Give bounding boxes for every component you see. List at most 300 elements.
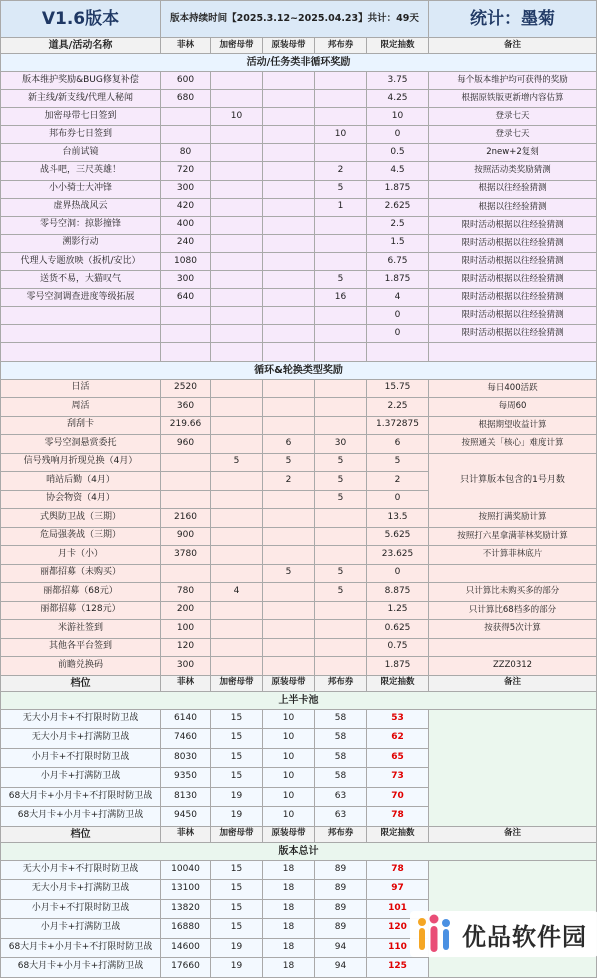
pulls-total-cell: 110 — [367, 938, 429, 958]
pulls-cell: 23.625 — [367, 546, 429, 565]
pulls-total-cell: 101 — [367, 899, 429, 919]
film-cell: 2160 — [161, 509, 211, 528]
encrypted-tape-cell: 19 — [211, 938, 263, 958]
encrypted-tape-cell — [211, 216, 263, 234]
bangboo-ticket-cell: 30 — [315, 435, 367, 454]
original-tape-cell — [263, 601, 315, 620]
bangboo-ticket-cell: 5 — [315, 453, 367, 472]
gear-name-cell: 小月卡+不打限时防卫战 — [1, 748, 161, 768]
gear-name-cell: 小月卡+不打限时防卫战 — [1, 899, 161, 919]
original-tape-cell — [263, 162, 315, 180]
item-name-cell: 丽都招募（未购买） — [1, 564, 161, 583]
item-name-cell — [1, 307, 161, 325]
encrypted-tape-cell — [211, 398, 263, 417]
item-name-cell: 战斗吧，三尺英雄！ — [1, 162, 161, 180]
item-name-cell — [1, 343, 161, 361]
gear-name-cell: 小月卡+打满防卫战 — [1, 768, 161, 788]
pulls-total-cell: 70 — [367, 787, 429, 807]
bangboo-ticket-cell: 94 — [315, 938, 367, 958]
encrypted-tape-cell — [211, 72, 263, 90]
activity-row — [1, 180, 597, 198]
encrypted-tape-cell: 4 — [211, 583, 263, 602]
pulls-total-cell: 65 — [367, 748, 429, 768]
original-tape-cell — [263, 325, 315, 343]
section-title: 循环&轮换类型奖励 — [1, 361, 597, 379]
item-name-cell: 协会物资（4月） — [1, 490, 161, 509]
bangboo-ticket-cell: 89 — [315, 880, 367, 900]
note-cell: 按照活动类奖励猜测 — [429, 162, 597, 180]
bangboo-ticket-cell — [315, 546, 367, 565]
gear-header-row — [1, 826, 597, 842]
bangboo-ticket-cell — [315, 620, 367, 639]
original-tape-cell — [263, 490, 315, 509]
item-name-cell: 虚界热战风云 — [1, 198, 161, 216]
film-cell: 100 — [161, 620, 211, 639]
pulls-cell: 0.5 — [367, 144, 429, 162]
original-tape-cell: 5 — [263, 564, 315, 583]
gear-name-cell: 68大月卡+小月卡+打满防卫战 — [1, 958, 161, 978]
original-tape-cell: 18 — [263, 919, 315, 939]
cycle-row — [1, 527, 597, 546]
col-header: 原装母带 — [263, 826, 315, 842]
film-cell — [161, 343, 211, 361]
film-cell: 80 — [161, 144, 211, 162]
film-cell: 120 — [161, 638, 211, 657]
bangboo-ticket-cell — [315, 216, 367, 234]
activity-row — [1, 162, 597, 180]
film-cell — [161, 307, 211, 325]
film-cell: 360 — [161, 398, 211, 417]
pulls-total-cell: 125 — [367, 958, 429, 978]
pulls-cell: 1.875 — [367, 657, 429, 676]
film-cell — [161, 490, 211, 509]
original-tape-cell: 5 — [263, 453, 315, 472]
pulls-cell: 1.25 — [367, 601, 429, 620]
film-cell — [161, 325, 211, 343]
original-tape-cell — [263, 546, 315, 565]
pulls-cell: 2 — [367, 472, 429, 491]
bangboo-ticket-cell — [315, 509, 367, 528]
bangboo-ticket-cell — [315, 90, 367, 108]
film-cell: 200 — [161, 601, 211, 620]
item-name-cell: 其他各平台签到 — [1, 638, 161, 657]
film-cell: 420 — [161, 198, 211, 216]
merged-note-cell: 只计算版本包含的1号月数 — [429, 453, 597, 509]
bangboo-ticket-cell: 89 — [315, 860, 367, 880]
item-name-cell: 送货不易，大猫叹气 — [1, 271, 161, 289]
item-name-cell: 刮刮卡 — [1, 416, 161, 435]
film-cell — [161, 126, 211, 144]
pulls-cell: 5.625 — [367, 527, 429, 546]
bangboo-ticket-cell — [315, 416, 367, 435]
section-row — [1, 842, 597, 860]
item-name-cell: 版本维护奖励&BUG修复补偿 — [1, 72, 161, 90]
encrypted-tape-cell: 10 — [211, 108, 263, 126]
cycle-row — [1, 546, 597, 565]
col-header: 档位 — [1, 675, 161, 691]
film-cell — [161, 564, 211, 583]
section-row — [1, 691, 597, 709]
pulls-cell: 0 — [367, 564, 429, 583]
cycle-row — [1, 620, 597, 639]
original-tape-cell: 18 — [263, 880, 315, 900]
item-name-cell: 周活 — [1, 398, 161, 417]
gear-name-cell: 68大月卡+小月卡+打满防卫战 — [1, 807, 161, 827]
original-tape-cell: 10 — [263, 807, 315, 827]
note-cell: 只计算比68档多的部分 — [429, 601, 597, 620]
note-cell: 限时活动根据以往经验猜测 — [429, 271, 597, 289]
encrypted-tape-cell — [211, 252, 263, 270]
gear-row — [1, 860, 597, 880]
encrypted-tape-cell — [211, 546, 263, 565]
cycle-row — [1, 416, 597, 435]
bangboo-ticket-cell — [315, 398, 367, 417]
cycle-row — [1, 509, 597, 528]
original-tape-cell: 2 — [263, 472, 315, 491]
watermark-text: 优品软件园 — [462, 922, 587, 951]
note-cell: 根据以往经验猜测 — [429, 180, 597, 198]
film-cell: 300 — [161, 657, 211, 676]
encrypted-tape-cell — [211, 638, 263, 657]
bangboo-ticket-cell — [315, 144, 367, 162]
film-cell: 900 — [161, 527, 211, 546]
pulls-total-cell: 73 — [367, 768, 429, 788]
pulls-total-cell: 53 — [367, 709, 429, 729]
pulls-total-cell: 78 — [367, 860, 429, 880]
original-tape-cell — [263, 289, 315, 307]
bangboo-ticket-cell — [315, 527, 367, 546]
original-tape-cell — [263, 307, 315, 325]
section-title: 版本总计 — [1, 842, 597, 860]
pulls-cell: 0 — [367, 126, 429, 144]
original-tape-cell: 18 — [263, 958, 315, 978]
encrypted-tape-cell — [211, 490, 263, 509]
note-cell: 每个版本维护均可获得的奖励 — [429, 72, 597, 90]
original-tape-cell: 18 — [263, 899, 315, 919]
cycle-row — [1, 435, 597, 454]
encrypted-tape-cell: 15 — [211, 768, 263, 788]
film-cell: 680 — [161, 90, 211, 108]
pulls-total-cell: 97 — [367, 880, 429, 900]
bangboo-ticket-cell — [315, 307, 367, 325]
cycle-row — [1, 564, 597, 583]
item-name-cell: 零号空洞：掠影撞锋 — [1, 216, 161, 234]
encrypted-tape-cell — [211, 307, 263, 325]
cycle-row — [1, 657, 597, 676]
note-cell: 限时活动根据以往经验猜测 — [429, 216, 597, 234]
item-name-cell: 米游社签到 — [1, 620, 161, 639]
version-title: V1.6版本 — [1, 1, 161, 38]
original-tape-cell: 6 — [263, 435, 315, 454]
encrypted-tape-cell: 5 — [211, 453, 263, 472]
film-cell: 9350 — [161, 768, 211, 788]
pulls-cell: 1.875 — [367, 271, 429, 289]
bangboo-ticket-cell: 10 — [315, 126, 367, 144]
film-cell: 300 — [161, 180, 211, 198]
item-name-cell: 代理人专题放映（扳机/安比） — [1, 252, 161, 270]
film-cell: 600 — [161, 72, 211, 90]
film-cell: 13100 — [161, 880, 211, 900]
bangboo-ticket-cell — [315, 379, 367, 398]
bangboo-ticket-cell — [315, 108, 367, 126]
section-title: 活动/任务类非循环奖励 — [1, 54, 597, 72]
original-tape-cell — [263, 234, 315, 252]
encrypted-tape-cell — [211, 620, 263, 639]
film-cell: 780 — [161, 583, 211, 602]
encrypted-tape-cell — [211, 509, 263, 528]
original-tape-cell — [263, 216, 315, 234]
original-tape-cell — [263, 398, 315, 417]
col-header: 原装母带 — [263, 38, 315, 54]
col-header: 加密母带 — [211, 675, 263, 691]
film-cell: 6140 — [161, 709, 211, 729]
original-tape-cell — [263, 620, 315, 639]
encrypted-tape-cell — [211, 162, 263, 180]
gear-name-cell: 68大月卡+小月卡+不打限时防卫战 — [1, 938, 161, 958]
pulls-cell: 3.75 — [367, 72, 429, 90]
pulls-cell: 2.5 — [367, 216, 429, 234]
activity-row — [1, 72, 597, 90]
item-name-cell: 新主线/新支线/代理人秘闻 — [1, 90, 161, 108]
bangboo-ticket-cell: 1 — [315, 198, 367, 216]
original-tape-cell — [263, 527, 315, 546]
pulls-cell: 0 — [367, 490, 429, 509]
pulls-cell: 4.25 — [367, 90, 429, 108]
item-name-cell: 邦布券七日签到 — [1, 126, 161, 144]
film-cell: 960 — [161, 435, 211, 454]
gear-name-cell: 无大小月卡+打满防卫战 — [1, 729, 161, 749]
original-tape-cell — [263, 180, 315, 198]
original-tape-cell: 18 — [263, 938, 315, 958]
film-cell: 720 — [161, 162, 211, 180]
encrypted-tape-cell — [211, 435, 263, 454]
pulls-cell — [367, 343, 429, 361]
bangboo-ticket-cell — [315, 343, 367, 361]
note-cell — [429, 709, 597, 826]
encrypted-tape-cell — [211, 564, 263, 583]
encrypted-tape-cell — [211, 289, 263, 307]
film-cell: 3780 — [161, 546, 211, 565]
encrypted-tape-cell — [211, 126, 263, 144]
encrypted-tape-cell: 19 — [211, 787, 263, 807]
activity-row — [1, 234, 597, 252]
col-header: 菲林 — [161, 826, 211, 842]
encrypted-tape-cell: 15 — [211, 860, 263, 880]
original-tape-cell — [263, 509, 315, 528]
film-cell: 2520 — [161, 379, 211, 398]
pulls-cell: 0.625 — [367, 620, 429, 639]
col-header: 限定抽数 — [367, 675, 429, 691]
activity-row — [1, 271, 597, 289]
col-header: 档位 — [1, 826, 161, 842]
item-name-cell: 丽都招募（128元） — [1, 601, 161, 620]
pulls-cell: 4.5 — [367, 162, 429, 180]
encrypted-tape-cell: 19 — [211, 958, 263, 978]
original-tape-cell — [263, 416, 315, 435]
original-tape-cell — [263, 379, 315, 398]
pulls-cell: 1.372875 — [367, 416, 429, 435]
original-tape-cell — [263, 252, 315, 270]
people-logo-icon — [414, 913, 456, 955]
item-name-cell: 危局强袭战（三期） — [1, 527, 161, 546]
bangboo-ticket-cell: 5 — [315, 490, 367, 509]
item-name-cell: 前瞻兑换码 — [1, 657, 161, 676]
encrypted-tape-cell — [211, 379, 263, 398]
watermark — [410, 911, 598, 957]
cycle-row — [1, 379, 597, 398]
item-name-cell: 台前试镜 — [1, 144, 161, 162]
gear-name-cell: 无大小月卡+不打限时防卫战 — [1, 709, 161, 729]
note-cell: 限时活动根据以往经验猜测 — [429, 325, 597, 343]
section-row — [1, 54, 597, 72]
pulls-cell: 10 — [367, 108, 429, 126]
item-name-cell: 零号空洞调查进度等级拓展 — [1, 289, 161, 307]
note-cell: 根据原铁版更新增内容估算 — [429, 90, 597, 108]
col-header: 原装母带 — [263, 675, 315, 691]
note-cell: 根据以往经验猜测 — [429, 198, 597, 216]
note-cell: 不计算菲林底片 — [429, 546, 597, 565]
col-header: 限定抽数 — [367, 38, 429, 54]
section-row — [1, 361, 597, 379]
bangboo-ticket-cell — [315, 325, 367, 343]
col-header: 加密母带 — [211, 38, 263, 54]
pulls-cell: 2.25 — [367, 398, 429, 417]
col-header: 备注 — [429, 38, 597, 54]
pulls-total-cell: 78 — [367, 807, 429, 827]
encrypted-tape-cell — [211, 472, 263, 491]
bangboo-ticket-cell: 5 — [315, 564, 367, 583]
original-tape-cell: 10 — [263, 709, 315, 729]
pulls-cell: 5 — [367, 453, 429, 472]
original-tape-cell — [263, 657, 315, 676]
pulls-cell: 6 — [367, 435, 429, 454]
encrypted-tape-cell: 15 — [211, 748, 263, 768]
bangboo-ticket-cell: 5 — [315, 180, 367, 198]
pulls-cell: 1.5 — [367, 234, 429, 252]
pulls-cell: 13.5 — [367, 509, 429, 528]
bangboo-ticket-cell: 16 — [315, 289, 367, 307]
pulls-cell: 6.75 — [367, 252, 429, 270]
bangboo-ticket-cell — [315, 72, 367, 90]
film-cell — [161, 472, 211, 491]
col-header: 备注 — [429, 826, 597, 842]
bangboo-ticket-cell — [315, 657, 367, 676]
original-tape-cell — [263, 638, 315, 657]
cycle-row — [1, 583, 597, 602]
bangboo-ticket-cell: 5 — [315, 271, 367, 289]
film-cell: 1080 — [161, 252, 211, 270]
encrypted-tape-cell — [211, 271, 263, 289]
cycle-row — [1, 398, 597, 417]
bangboo-ticket-cell — [315, 638, 367, 657]
original-tape-cell — [263, 90, 315, 108]
note-cell: 限时活动根据以往经验猜测 — [429, 289, 597, 307]
note-cell: 按照打六星拿满菲林奖励计算 — [429, 527, 597, 546]
stat-author: 统计：墨菊 — [429, 1, 597, 38]
note-cell: 按获得5次计算 — [429, 620, 597, 639]
film-cell: 13820 — [161, 899, 211, 919]
item-name-cell: 日活 — [1, 379, 161, 398]
film-cell: 240 — [161, 234, 211, 252]
note-cell: 登录七天 — [429, 108, 597, 126]
encrypted-tape-cell — [211, 90, 263, 108]
pulls-cell: 1.875 — [367, 180, 429, 198]
note-cell — [429, 564, 597, 583]
activity-row — [1, 126, 597, 144]
item-name-cell: 小小骑士大冲锋 — [1, 180, 161, 198]
original-tape-cell — [263, 583, 315, 602]
pulls-cell: 0 — [367, 325, 429, 343]
film-cell: 640 — [161, 289, 211, 307]
activity-row — [1, 216, 597, 234]
original-tape-cell: 10 — [263, 787, 315, 807]
film-cell: 8130 — [161, 787, 211, 807]
bangboo-ticket-cell: 63 — [315, 787, 367, 807]
film-cell: 7460 — [161, 729, 211, 749]
encrypted-tape-cell — [211, 180, 263, 198]
gear-row — [1, 709, 597, 729]
col-header: 菲林 — [161, 38, 211, 54]
gear-name-cell: 68大月卡+小月卡+不打限时防卫战 — [1, 787, 161, 807]
bangboo-ticket-cell — [315, 601, 367, 620]
film-cell: 8030 — [161, 748, 211, 768]
note-cell — [429, 343, 597, 361]
pulls-total-cell: 120 — [367, 919, 429, 939]
film-cell: 10040 — [161, 860, 211, 880]
bangboo-ticket-cell: 58 — [315, 729, 367, 749]
item-name-cell: 溯影行动 — [1, 234, 161, 252]
original-tape-cell — [263, 343, 315, 361]
activity-row — [1, 108, 597, 126]
film-cell: 219.66 — [161, 416, 211, 435]
bangboo-ticket-cell: 89 — [315, 899, 367, 919]
original-tape-cell: 10 — [263, 748, 315, 768]
cycle-row — [1, 453, 597, 472]
note-cell: 每周60 — [429, 398, 597, 417]
note-cell: 根据期望收益计算 — [429, 416, 597, 435]
pulls-cell: 0.75 — [367, 638, 429, 657]
original-tape-cell: 10 — [263, 729, 315, 749]
encrypted-tape-cell: 15 — [211, 919, 263, 939]
encrypted-tape-cell — [211, 198, 263, 216]
gear-name-cell: 无大小月卡+打满防卫战 — [1, 880, 161, 900]
column-header-row — [1, 38, 597, 54]
pulls-cell: 2.625 — [367, 198, 429, 216]
bangboo-ticket-cell: 58 — [315, 748, 367, 768]
item-name-cell: 式舆防卫战（三期） — [1, 509, 161, 528]
note-cell: 限时活动根据以往经验猜测 — [429, 234, 597, 252]
film-cell: 300 — [161, 271, 211, 289]
encrypted-tape-cell — [211, 657, 263, 676]
duration-label: 版本持续时间【2025.3.12~2025.04.23】共计：49天 — [161, 1, 429, 38]
encrypted-tape-cell — [211, 144, 263, 162]
pulls-cell: 4 — [367, 289, 429, 307]
item-name-cell: 哨站后勤（4月） — [1, 472, 161, 491]
encrypted-tape-cell: 15 — [211, 709, 263, 729]
activity-row — [1, 343, 597, 361]
original-tape-cell — [263, 72, 315, 90]
activity-row — [1, 144, 597, 162]
encrypted-tape-cell — [211, 343, 263, 361]
item-name-cell: 加密母带七日签到 — [1, 108, 161, 126]
item-name-cell: 丽都招募（68元） — [1, 583, 161, 602]
bangboo-ticket-cell: 58 — [315, 768, 367, 788]
note-cell: 限时活动根据以往经验猜测 — [429, 307, 597, 325]
item-name-cell: 月卡（小） — [1, 546, 161, 565]
encrypted-tape-cell — [211, 234, 263, 252]
activity-row — [1, 289, 597, 307]
gear-name-cell: 无大小月卡+不打限时防卫战 — [1, 860, 161, 880]
